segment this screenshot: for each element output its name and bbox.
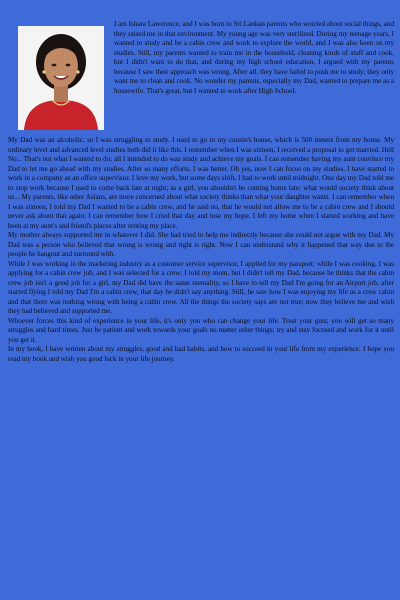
author-photo xyxy=(18,26,104,130)
story-paragraph: While I was working in the marketing industry as a customer service supervisor, I applied for my passport; while I was cooking, I was applying for a cabin crew job, and I was selected for a crew; I told my mom, but I didn't tell my Dad, because he thinks that the cabin crew job isn't a good job for a girl, my Dad did have the same mentality, so I have to tell my Dad I'm going for an Airport job, after started flying I told my Dad I'm a cabin crew, that day he didn't say anything. Still, he saw how I was enjoying my life as a crew cabin and that there was nothing wrong with being a cabin crew. All the things the society says are not true; now they believe me and wish they had believed and supported me. xyxy=(8,259,394,315)
story-body xyxy=(8,136,394,364)
story-paragraph: In my book, I have written about my struggles, good and bad habits, and how to succeed in your life from my experience. I hope you read my book and wish you good luck in your life journey. xyxy=(8,345,394,363)
story-paragraph: Whoever forces this kind of experience in your life, it's only you who can change your life. Trust your guts; you will get so many struggles and hard times. Just be patient and work towards your goals no matter other things; try and stay focused and work for it until you get it. xyxy=(8,316,394,344)
intro-section xyxy=(8,20,394,130)
story-paragraph: My mother always supported me in whatever I did. She had tried to help me indirectly because she could not argue with my Dad. My Dad was a person who believed that wrong is wrong and right is right. Now I can understand why it happened that way due to the people he hangout and surround with. xyxy=(8,231,394,258)
story-paragraph: My Dad was an alcoholic, so I was struggling to study. I used to go to my cousin's house, which is 500 meters from my house. My ordinary level and advanced level studies both did it like this. I remember when I was sixteen, I received a proposal to get married. Hell No... That's not what I wanted to do; all I intended to do was study and achieve my goals. I can remember having my aunt convince my Dad to let me go ahead with my studies. After so many efforts, I was better. Oh yes, now I can focus on my studies. I have started to work in a company as an office supervisor. I love my work, but some days shift, I had to work until midnight. One day my Dad told me to stop work because I used to come back late at night; as a girl, you shouldn't be coming home late; what would society think about us... My parents, like other Asians, are more concerned about what society thinks than what your daughter wants. I can remember when I was sixteen, I told my Dad I wanted to be a cabin crew, and he said no, that he would not allow me to be a cabin crew and I should never ask about that again; I can remember how I cried that day and lose my hope. I left my home when I started working and have been at my aunt's and friend's places after renting my place. xyxy=(8,136,394,230)
author-portrait-image xyxy=(18,26,104,130)
intro-paragraph: I am Ishara Lawerence, and I was born to Sri Lankan parents who worried about social things, and they raised me in that environment. My young age was very sterilized. During my teenage years, I wanted to study and be a cabin crew and work to explore the world, and I was also keen on my studies. Still, my parents wanted to train me in the household, cleaning kinds of stuff and cook, but I didn't want to do that, and during my high school education, I argued with my parents because I saw their approach was wrong. After all, they have failed to push me to study; they only want me to clean and cook. No wonder my parents, especially my Dad, wanted to prepare me as a housewife. That's great, but I wanted to work after High School. xyxy=(114,20,394,95)
